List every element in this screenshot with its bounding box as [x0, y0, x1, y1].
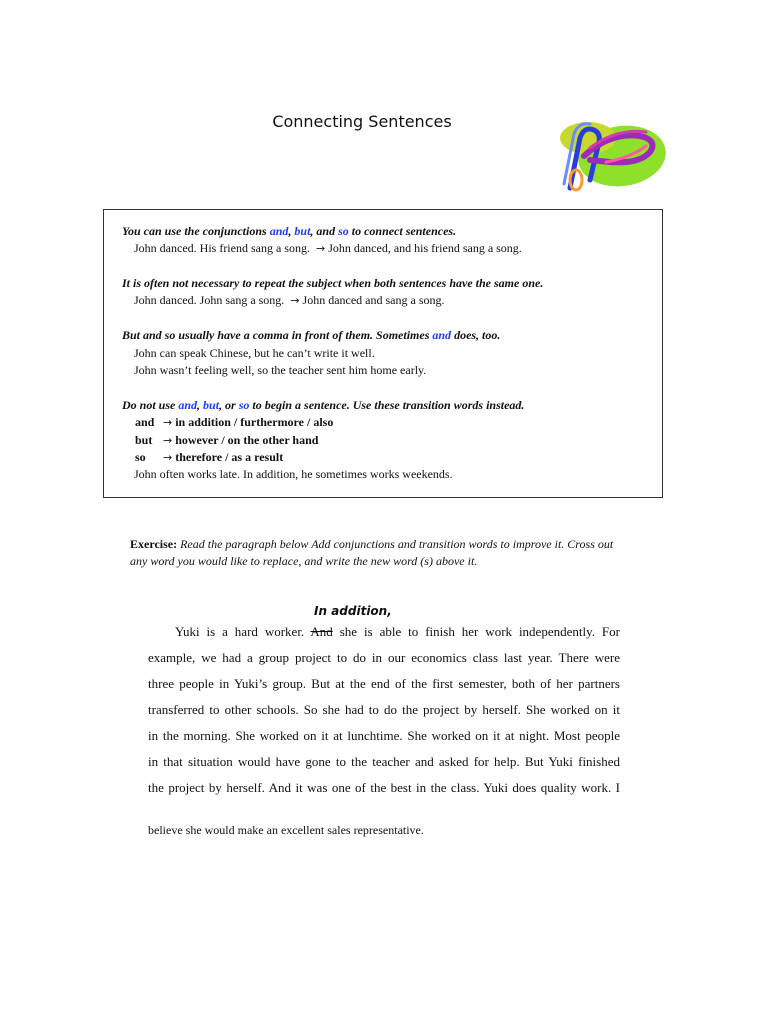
- rule-4: Do not use and, but, or so to begin a sentence. Use these transition words instead.: [122, 398, 525, 412]
- paragraph-line: transferred to other schools. So she had to do the project by herself. She worked on it: [148, 702, 620, 717]
- rule-1: You can use the conjunctions and, but, and so to connect sentences.: [122, 224, 457, 238]
- rule-3: But and so usually have a comma in front of them. Sometimes and does, too.: [122, 328, 501, 342]
- rule-2: It is often not necessary to repeat the subject when both sentences have the same one.: [122, 276, 544, 290]
- example-1: John danced. His friend sang a song. → John danced, and his friend sang a song.: [134, 241, 522, 255]
- arrow-icon: →: [315, 242, 326, 255]
- transition-and: and → in addition / furthermore / also: [135, 415, 334, 429]
- paperclips-clipart: [550, 118, 666, 196]
- arrow-icon: →: [290, 294, 300, 307]
- paragraph-line: Yuki is a hard worker. And she is able to finish her work independently. For: [175, 624, 620, 639]
- transition-so: so → therefore / as a result: [135, 450, 284, 464]
- conjunction-and: and: [269, 224, 289, 238]
- conjunction-rules-box: [103, 209, 663, 498]
- exercise-label: Exercise:: [130, 537, 178, 551]
- paragraph-line: example, we had a group project to do in our economics class last year. There were: [148, 650, 620, 665]
- example-3a: John can speak Chinese, but he can’t write it well.: [134, 346, 375, 360]
- paragraph-line: the project by herself. And it was one of the best in the class. Yuki does quality work. I: [148, 780, 620, 795]
- transition-but: but → however / on the other hand: [135, 433, 319, 447]
- conjunction-and: and: [178, 398, 198, 412]
- example-2: John danced. John sang a song. → John danced and sang a song.: [134, 293, 445, 307]
- struck-word: And: [310, 624, 333, 639]
- arrow-icon: →: [163, 416, 173, 429]
- conjunction-and: and: [432, 328, 452, 342]
- exercise-text: Read the paragraph below Add conjunctions and transition words to improve it. Cross out any word you would like to replace, and write the new word (s) above it.: [130, 537, 614, 568]
- arrow-icon: →: [163, 434, 173, 447]
- conjunction-but: but: [294, 224, 311, 238]
- arrow-icon: →: [163, 451, 173, 464]
- conjunction-so: so: [338, 224, 349, 238]
- paragraph-line: believe she would make an excellent sales representative.: [148, 823, 424, 837]
- example-4: John often works late. In addition, he sometimes works weekends.: [134, 467, 453, 481]
- conjunction-so: so: [238, 398, 250, 412]
- paragraph-line: in the morning. She worked on it at lunchtime. She worked on it at night. Most people: [148, 728, 620, 743]
- page-title: Connecting Sentences: [272, 112, 452, 131]
- paragraph-line: in that situation would have gone to the teacher and asked for help. But Yuki finished: [148, 754, 620, 769]
- exercise-instructions: [130, 536, 630, 570]
- inserted-transition: In addition,: [314, 604, 392, 618]
- example-3b: John wasn’t feeling well, so the teacher sent him home early.: [134, 363, 427, 377]
- conjunction-but: but: [203, 398, 220, 412]
- paragraph-line: three people in Yuki’s group. But at the end of the first semester, both of her partners: [148, 676, 620, 691]
